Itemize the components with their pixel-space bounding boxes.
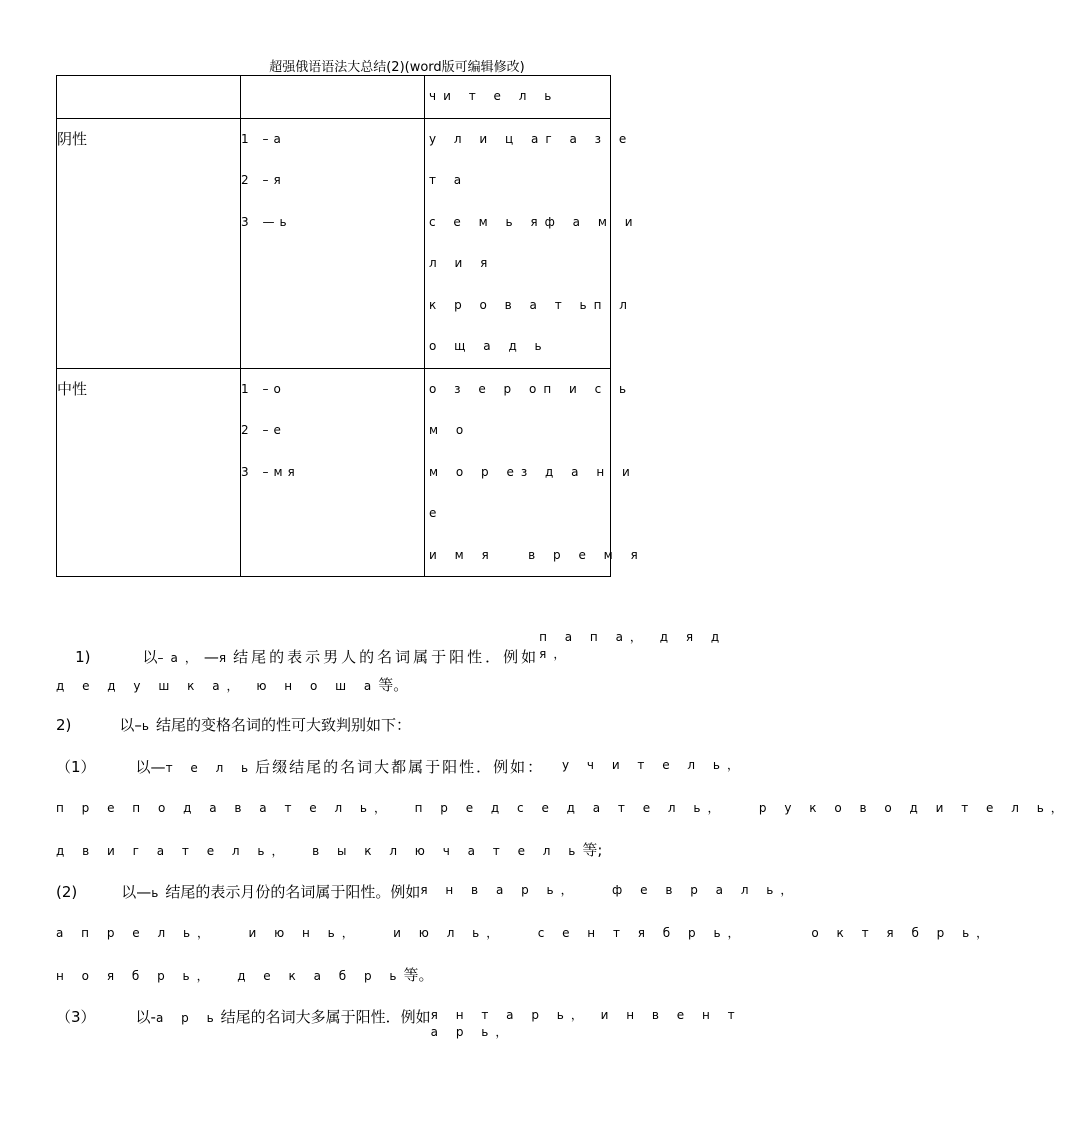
example-line: м о bbox=[429, 423, 471, 437]
subitem-2: (2) 以—ь结尾的表示月份的名词属于阳性。例如 я н в а р ь， ф е в р а л ь， bbox=[56, 883, 800, 901]
example-line: с е м ь я ф а м и bbox=[429, 214, 640, 229]
examples-cell bbox=[425, 368, 645, 577]
example-line: к р о в а т ь п л bbox=[429, 297, 634, 312]
example-line: е bbox=[429, 506, 444, 520]
examples-cell bbox=[425, 118, 640, 368]
ending-item: 1 –о bbox=[241, 381, 286, 396]
subitem-2-cont: а п р е л ь， и ю н ь， и ю л ь， с е н т я б р ь， о к т я б р ь， bbox=[56, 926, 996, 940]
example-line: у л и ц а г а з е bbox=[429, 131, 634, 146]
endings-cell bbox=[241, 118, 425, 368]
page-header: 超强俄语语法大总结(2)(word版可编辑修改) bbox=[269, 60, 525, 75]
example-line: т а bbox=[429, 173, 469, 187]
table-cell: чи т е л ь bbox=[425, 76, 611, 119]
paragraph-1: 1) 以–а，—я结尾的表示男人的名词属于阳性．例如 п а п а， д я д я， bbox=[75, 630, 727, 666]
subitem-1-cont: п р е п о д а в а т е л ь， п р е д с е д а т е л ь， р у к о в о д и т е л ь， bbox=[56, 801, 1070, 815]
gender-endings-table bbox=[56, 75, 645, 577]
item-number: （1） bbox=[56, 758, 96, 776]
subitem-3: （3） 以-а р ь结尾的名词大多属于阳性．例如 я н т а р ь， и н в е н т а р ь， bbox=[56, 1008, 742, 1039]
example-line: и м я в р е м я bbox=[429, 547, 645, 562]
table-cell bbox=[57, 76, 241, 119]
paragraph-2: 2) 以–ь结尾的变格名词的性可大致判别如下： bbox=[56, 716, 412, 734]
table-row bbox=[57, 76, 611, 119]
subitem-2-cont2: н о я б р ь， д е к а б р ь等。 bbox=[56, 966, 434, 984]
subitem-1: （1） 以—т е л ь后缀结尾的名词大都属于阳性．例如： у ч и т е л ь， bbox=[56, 758, 746, 776]
ending-item: 3 –мя bbox=[241, 464, 300, 479]
item-number: 2) bbox=[56, 716, 72, 734]
paragraph-1-cont: д е д у ш к а， ю н о ш а等。 bbox=[56, 676, 409, 694]
ending-item: 2 –я bbox=[241, 173, 286, 187]
item-number: 1) bbox=[75, 648, 91, 666]
table-row-neuter bbox=[57, 368, 611, 577]
endings-cell bbox=[241, 368, 425, 577]
gender-cell bbox=[57, 118, 241, 368]
gender-label: 阴性 bbox=[57, 129, 88, 148]
table-row-feminine bbox=[57, 118, 611, 368]
item-number: (2) bbox=[56, 883, 78, 901]
table-cell bbox=[241, 76, 425, 119]
ending-item: 3 —ь bbox=[241, 214, 292, 229]
ending-item: 2 –е bbox=[241, 423, 286, 437]
gender-label: 中性 bbox=[57, 379, 88, 398]
example-line: л и я bbox=[429, 256, 495, 270]
example-line: о щ а д ь bbox=[429, 339, 549, 353]
item-number: （3） bbox=[56, 1008, 96, 1026]
subitem-1-cont2: д в и г а т е л ь， в ы к л ю ч а т е л ь等; bbox=[56, 841, 603, 859]
example-line: о з е р о п и с ь bbox=[429, 381, 634, 396]
gender-cell bbox=[57, 368, 241, 577]
example-line: м о р е з д а н и bbox=[429, 464, 637, 479]
ending-item: 1 –а bbox=[241, 131, 286, 146]
